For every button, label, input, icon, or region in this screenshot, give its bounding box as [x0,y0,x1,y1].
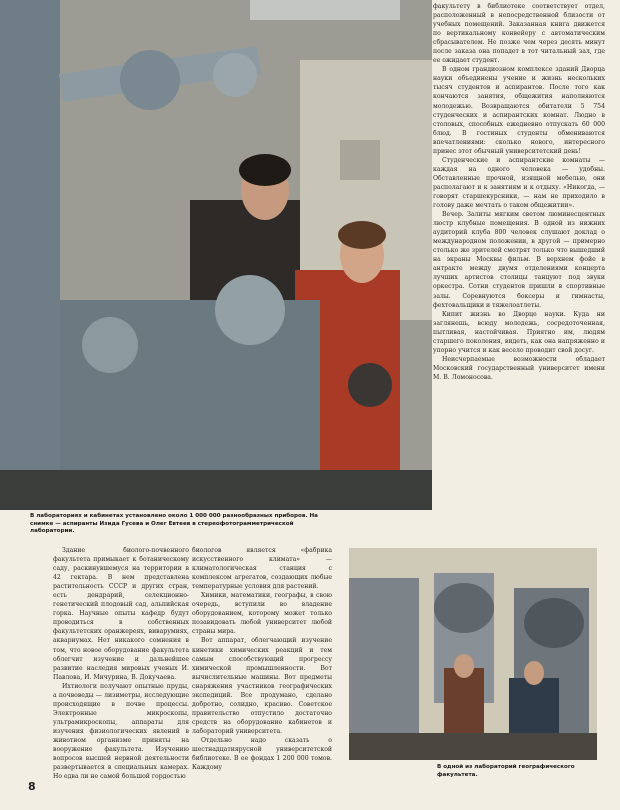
right-text-column [433,2,605,382]
small-photo-caption: В одной из лабораторий географического факультета. [437,764,575,778]
paragraph: биологов является «фабрика искусственного климата» — климатологическая станция с комплексом агрегатов, создающих любые температурные условия для растений. [192,547,332,591]
geography-lab-illustration [349,548,597,760]
paragraph: Химики, математики, географы, в свою очередь, вступили во владение оборудованием, которому может только позавидовать любой университет любой страны мира. [192,592,332,636]
bottom-left-text-column [53,546,189,781]
paragraph: Студенческие и аспирантские комнаты — каждая на одного человека — удобны. Обставленные прочной, изящной мебелью, они располагают и к занятиям и к отдыху. «Никогда, — говорят старшекурсники, — нам не приходило в голову даже мечтать о таком общежитии». [433,156,605,210]
paragraph: Неисчерпаемые возможности обладает Московский государственный университет имени М. В. Ломоносова. [433,355,605,381]
page-number: 8 [28,780,36,793]
paragraph: Вечер. Залиты мягким светом люминесцентных люстр клубные помещения. В одной из нижних аудиторий клуба 800 человек слушают доклад о международном положении, в другой — примерно столько же зрителей смотрят только что вышедший на экраны Москвы фильм. В верхнем фойе в антракте между двумя отделениями концерта лучших артистов столицы танцуют под звуки оркестра. Сотни студентов пришли в спортивные залы. Соревнуются боксеры и гимнасты, фехтовальщики и тяжелоатлеты. [433,211,605,309]
paragraph: Здание биолого-почвенного факультета примыкает к ботаническому саду, раскинувшемуся на территории в 42 гектара. В нем представлена растительность СССР и других стран, есть дендрарий, селекционно-генетический плодовый сад, альпийская горка. Научные опыты кафедр будут проводиться в собственных факультетских оранжереях, виварумиях, аквариумах. Нет никакого сомнения в том, что новое оборудование факультета облегчит изучение и дальнейшее развитие наследия мировых ученых И. Павлова, И. Мичурина, В. Докучаева. [53,547,189,681]
paragraph: факультету в библиотеке соответствует отдел, расположенный в непосредственной близости от учебных помещений. Заказанная книга движется по вертикальному конвейеру с автоматическим сбрасывателем. Не позже чем через десять минут после заказа она попадет в тот читальный зал, где ее ожидает студент. [433,3,605,65]
paragraph: Вот аппарат, облегчающий изучение кинетики химических реакций и тем самым способствующий прогрессу химической промышленности. Вот вычислительные машины. Вот предметы снаряжения участников географических экспедиций. Все продумано, сделано добротно, солидно, красиво. Советское правительство отпустило достаточно средств на оборудование кабинетов и лабораторий университета. [192,637,332,735]
bottom-middle-text-column [192,546,332,772]
paragraph: В одном грандиозном комплексе зданий Дворца науки объединены учение и жизнь нескольких тысяч студентов и аспирантов. После того как кончаются занятия, общежития наполняются молодежью. Возвращаются обитатели 5 754 студенческих и аспирантских комнат. Людно в столовых, способных ежедневно отпускать 60 000 блюд. В гостиных студенты обмениваются впечатлениями: сколько нового, интересного принес этот обычный университетский день! [433,66,605,155]
small-photo [349,548,597,760]
main-photo-caption: В лабораториях и кабинетах установлено около 1 000 000 разнообразных приборов. На снимке — аспиранты Изида Гусева и Олег Евтеев в стереофотограмметрической лаборатории. [30,513,318,535]
paragraph: Ихтиологи получают опытные пруды, а почвоведы — лизиметры, исследующие происходящие в почве процессы. Электронные микроскопы, ультрамикроскопы, аппараты для изучения физиологических явлений в животном организме приняты на вооружение факультета. Изучению вопросов высшей нервной деятельности развертывается в специальных камерах. Но едва ли не самой большой гордостью [53,682,189,781]
paragraph: Отдельно надо сказать о шестнадцатиярусной университетской библиотеке. В ее фондах 1 200 000 томов. Каждому [192,736,332,772]
paragraph: Кипит жизнь во Дворце науки. Куда ни заглянешь, всюду молодежь, сосредоточенная, пытливая, настойчивая. Приятно им, людям старшего поколения, видеть, как она напряженно и упорно учится и как весело проводит свой досуг. [433,310,605,354]
main-photo [0,0,432,510]
lab-photo-illustration [0,0,432,510]
